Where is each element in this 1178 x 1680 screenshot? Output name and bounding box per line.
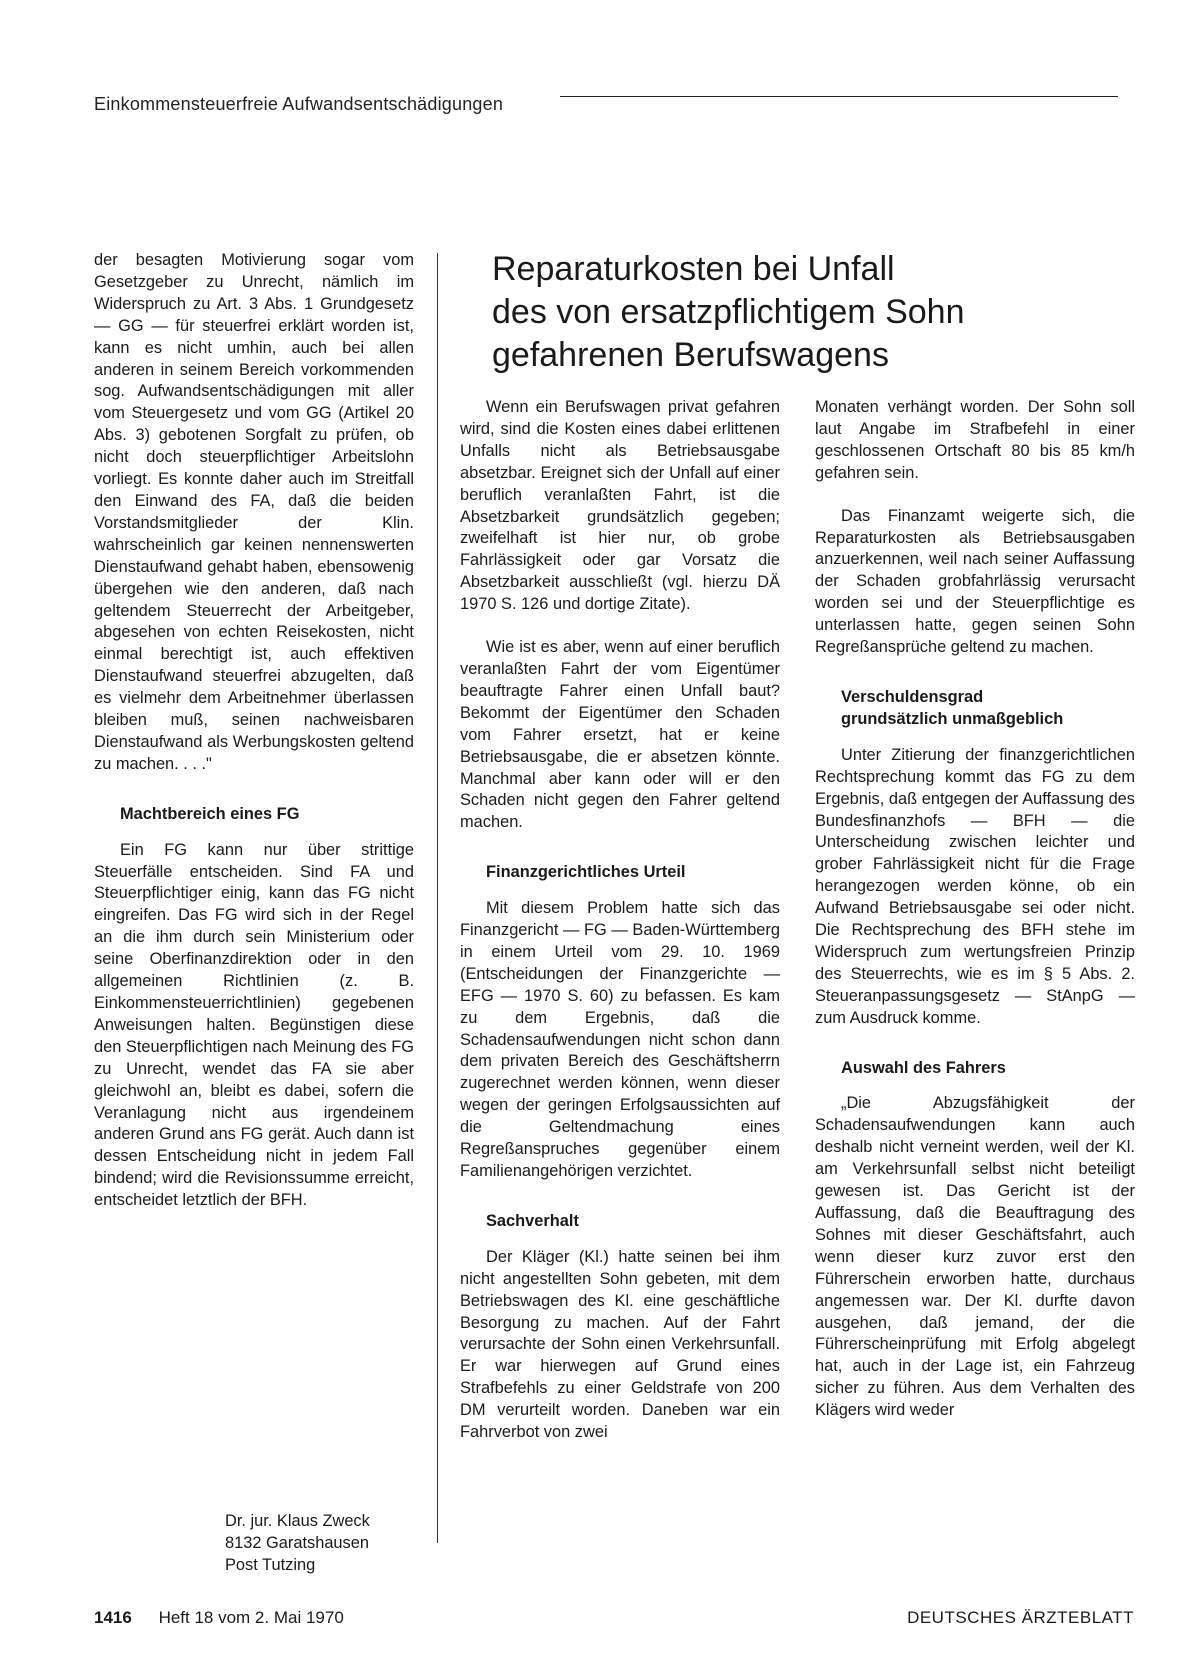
- paragraph: der besagten Motivierung sogar vom Gesetzgeber zu Unrecht, nämlich im Widerspruch zu Art. 3 Abs. 1 Grundgesetz — GG — für steuerfrei erklärt worden ist, kann es nicht umhin, auch bei allen anderen in seinem Bereich vorkommenden sog. Aufwandsentschädigungen mit aller vom Steuergesetz und vom GG (Artikel 20 Abs. 3) gebotenen Sorgfalt zu prüfen, ob nicht doch steuerpflichtiger Arbeitslohn vorliegt. Es konnte daher auch im Streitfall den Einwand des FA, daß die beiden Vorstandsmitglieder der Klin. wahrscheinlich gar keinen nennenswerten Dienstaufwand gehabt haben, ebensowenig übergehen wie den anderen, daß nach geltendem Steuerrecht der Arbeitgeber, abgesehen von echten Reisekosten, nicht einmal berechtigt ist, auch effektiven Dienstaufwand steuerfrei abzugelten, daß es vielmehr dem Arbeitnehmer überlassen bleiben muß, seinen nachweisbaren Dienstaufwand als Werbungskosten geltend zu machen. . . .": [94, 251, 414, 773]
- journal-name: DEUTSCHES ÄRZTEBLATT: [907, 1608, 1134, 1627]
- article-title-line: Reparaturkosten bei Unfall: [492, 250, 895, 288]
- section-heading-verschuldensgrad: [841, 687, 1135, 731]
- paragraph: „Die Abzugsfähigkeit der Schadensaufwendungen kann auch deshalb nicht verneint werden, weil der Kl. am Verkehrsunfall selbst nicht beteiligt gewesen ist. Das Gericht ist der Auffassung, daß die Beauftragung des Sohnes mit dieser Geschäftsfahrt, auch wenn dieser kurz zuvor erst den Führerschein erworben hatte, durchaus angemessen war. Der Kl. durfte davon ausgehen, daß jemand, der die Führerscheinprüfung mit Erfolg abgelegt hat, auch in der Lage ist, ein Fahrzeug sicher zu führen. Aus dem Verhalten des Klägers wird weder: [815, 1094, 1135, 1420]
- paragraph: Ein FG kann nur über strittige Steuerfälle entscheiden. Sind FA und Steuerpflichtiger einig, kann das FG nicht eingreifen. Das FG wird sich in der Regel an die ihm durch sein Ministerium oder seine Oberfinanzdirektion oder in den allgemeinen Richtlinien (z. B. Einkommensteuerrichtlinien) gegebenen Anweisungen halten. Begünstigen diese den Steuerpflichtigen nach Meinung des FG zu Unrecht, wendet das FA sie aber gleichwohl an, bleibt es dabei, sofern die Veranlagung nicht aus irgendeinem anderen Grund ans FG gerät. Auch dann ist dessen Entscheidung nicht in jedem Fall bindend; wird die Revisionssumme erreicht, entscheidet letztlich der BFH.: [94, 840, 414, 1210]
- column-middle: [460, 397, 780, 1444]
- paragraph: Unter Zitierung der finanzgerichtlichen Rechtsprechung kommt das FG zu dem Ergebnis, daß entgegen der Auffassung des Bundesfinanzhofs — BFH — die Unterscheidung zwischen leichter und grober Fahrlässigkeit nicht für die Frage herangezogen werden könne, ob ein Aufwand Betriebsausgabe sei oder nicht. Die Rechtsprechung des BFH stehe im Widerspruch zum wertungsfreien Prinzip des Steuerrechts, wie es im § 5 Abs. 2. Steueranpassungsgesetz — StAnpG — zum Ausdruck komme.: [815, 745, 1135, 1027]
- article-title-line: des von ersatzpflichtigem Sohn: [492, 293, 965, 331]
- author-name: Dr. jur. Klaus Zweck: [225, 1512, 370, 1530]
- article-title-line: gefahrenen Berufswagens: [492, 336, 889, 374]
- section-heading-auswahl: Auswahl des Fahrers: [841, 1058, 1006, 1077]
- article-title: [492, 248, 1092, 377]
- paragraph: Wenn ein Berufswagen privat gefahren wird, sind die Kosten eines dabei erlittenen Unfalls nicht als Betriebsausgabe absetzbar. Ereignet sich der Unfall auf einer beruflich veranlaßten Fahrt, ist die Absetzbarkeit grundsätzlich gegeben; zweifelhaft ist hier nur, ob grobe Fahrlässigkeit oder gar Vorsatz die Absetzbarkeit ausschließt (vgl. hierzu DÄ 1970 S. 126 und dortige Zitate).: [460, 398, 780, 614]
- section-heading-sachverhalt: Sachverhalt: [486, 1211, 579, 1230]
- page-number: 1416: [94, 1608, 132, 1627]
- paragraph: Wie ist es aber, wenn auf einer beruflich veranlaßten Fahrt der vom Eigentümer beauftragte Fahrer einen Unfall baut? Bekommt der Eigentümer den Schaden vom Fahrer ersetzt, hat er keine Betriebsausgabe, die er absetzen könnte. Manchmal aber kann oder will er den Schaden nicht gegen den Fahrer geltend machen.: [460, 638, 780, 832]
- issue-info: Heft 18 vom 2. Mai 1970: [158, 1608, 344, 1627]
- author-address: 8132 Garatshausen: [225, 1534, 369, 1552]
- running-title: Einkommensteuerfreie Aufwandsentschädigungen: [94, 94, 504, 114]
- heading-line: grundsätzlich unmaßgeblich: [841, 709, 1064, 728]
- column-right: [815, 397, 1135, 1422]
- author-post: Post Tutzing: [225, 1556, 316, 1574]
- column-divider: [437, 253, 438, 1543]
- author-signature: [225, 1510, 370, 1576]
- paragraph: Das Finanzamt weigerte sich, die Reparaturkosten als Betriebsausgaben anzuerkennen, weil nach seiner Auffassung der Schaden grobfahrlässig verursacht worden sei und der Steuerpflichtige es unterlassen hatte, gegen seinen Sohn Regreßansprüche geltend zu machen.: [815, 506, 1135, 657]
- paragraph: Mit diesem Problem hatte sich das Finanzgericht — FG — Baden-Württemberg in einem Urteil vom 29. 10. 1969 (Entscheidungen der Finanzgerichte — EFG — 1970 S. 60) zu befassen. Es kam zu dem Ergebnis, daß die Schadensaufwendungen nicht schon dann dem privaten Bereich des Geschäftsherrn zugerechnet werden können, wenn dieser wegen der geringen Erfolgsaussichten auf die Geltendmachung eines Regreßanspruches gegenüber einem Familienangehörigen verzichtet.: [460, 899, 780, 1180]
- paragraph: Monaten verhängt worden. Der Sohn soll laut Angabe im Strafbefehl in einer geschlossenen Ortschaft 80 bis 85 km/h gefahren sein.: [815, 398, 1135, 482]
- footer-left: [94, 1608, 344, 1628]
- column-left: [94, 250, 414, 1212]
- section-heading-urteil: Finanzgerichtliches Urteil: [486, 863, 686, 882]
- header-rule: [560, 96, 1118, 97]
- paragraph: Der Kläger (Kl.) hatte seinen bei ihm nicht angestellten Sohn gebeten, mit dem Betriebswagen des Kl. eine geschäftliche Besorgung zu machen. Auf der Fahrt verursachte der Sohn einen Verkehrsunfall. Er war hierwegen auf Grund eines Strafbefehls zu einer Geldstrafe von 200 DM verurteilt worden. Daneben war ein Fahrverbot von zwei: [460, 1247, 780, 1442]
- section-heading-machtbereich: Machtbereich eines FG: [120, 804, 300, 823]
- heading-line: Verschuldensgrad: [841, 687, 984, 706]
